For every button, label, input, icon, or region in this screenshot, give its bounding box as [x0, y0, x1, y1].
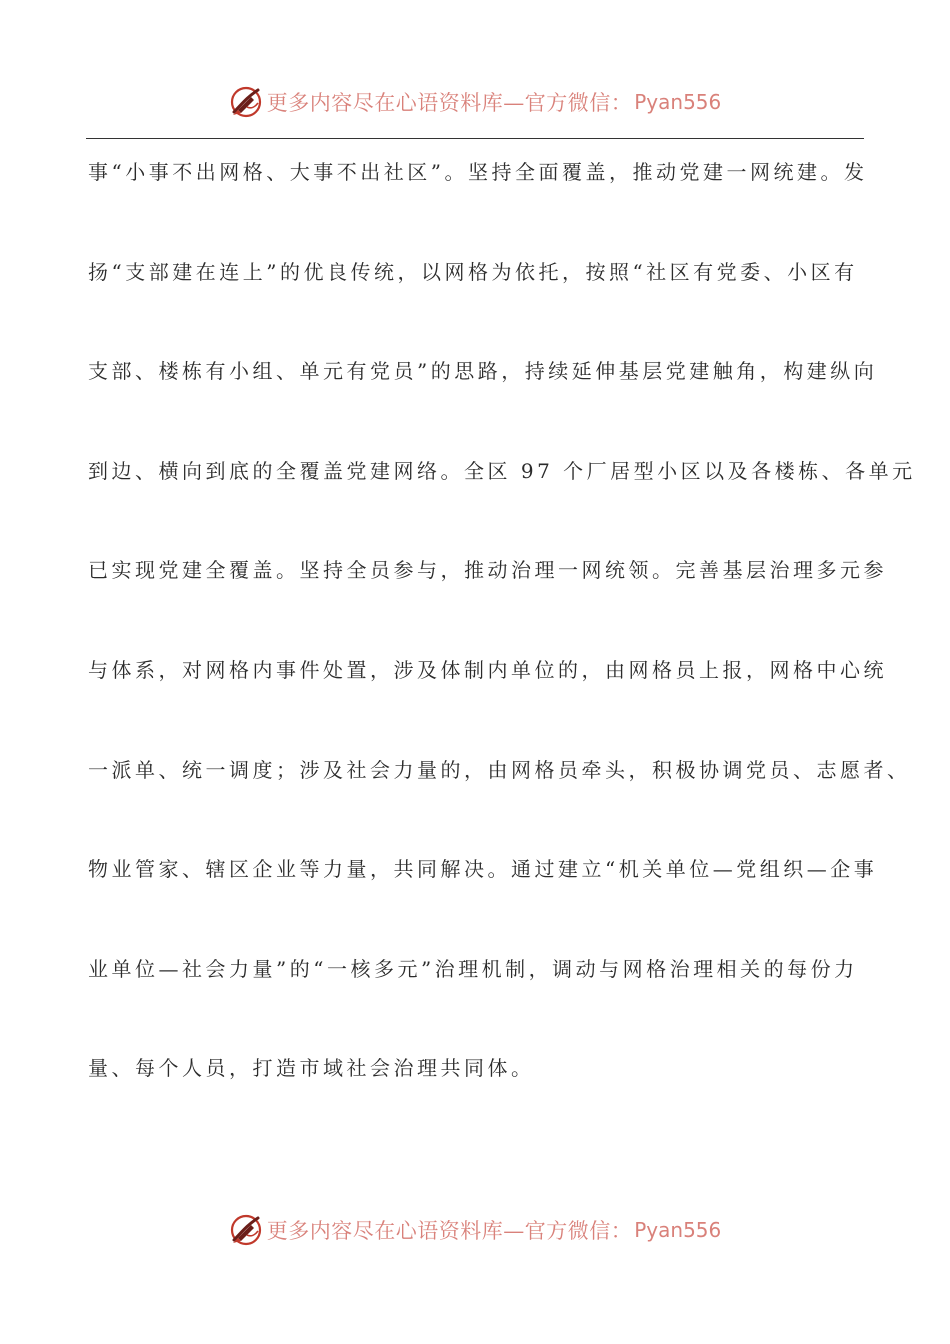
document-body — [88, 146, 916, 1142]
body-line: 一派单、统一调度；涉及社会力量的，由网格员牵头，积极协调党员、志愿者、 — [88, 757, 911, 782]
pen-logo-icon — [229, 1213, 263, 1247]
header-brand — [229, 84, 722, 120]
header-brand-contact: Pyan556 — [634, 90, 722, 114]
header-brand-text: 更多内容尽在心语资料库—官方微信： — [266, 91, 633, 115]
header-divider — [86, 138, 864, 139]
body-line: 量、每个人员，打造市域社会治理共同体。 — [88, 1056, 535, 1081]
body-line: 扬“支部建在连上”的优良传统，以网格为依托，按照“社区有党委、小区有 — [88, 259, 858, 284]
body-line: 已实现党建全覆盖。坚持全员参与，推动治理一网统领。完善基层治理多元参 — [88, 558, 887, 583]
body-line: 业单位—社会力量”的“一核多元”治理机制，调动与网格治理相关的每份力 — [88, 956, 858, 981]
footer-brand-text: 更多内容尽在心语资料库—官方微信： — [266, 1219, 633, 1243]
footer-brand-contact: Pyan556 — [634, 1218, 722, 1242]
body-line: 支部、楼栋有小组、单元有党员”的思路，持续延伸基层党建触角，构建纵向 — [88, 359, 878, 384]
footer-brand — [229, 1212, 722, 1248]
page-footer — [0, 1212, 950, 1248]
body-line: 与体系，对网格内事件处置，涉及体制内单位的，由网格员上报，网格中心统 — [88, 657, 887, 682]
pen-logo-icon — [229, 85, 263, 119]
page-header — [0, 84, 950, 120]
body-line: 物业管家、辖区企业等力量，共同解决。通过建立“机关单位—党组织—企事 — [88, 857, 878, 882]
body-line: 事“小事不出网格、大事不出社区”。坚持全面覆盖，推动党建一网统建。发 — [88, 160, 868, 184]
body-line: 到边、横向到底的全覆盖党建网络。全区 97 个厂居型小区以及各楼栋、各单元 — [88, 458, 916, 483]
